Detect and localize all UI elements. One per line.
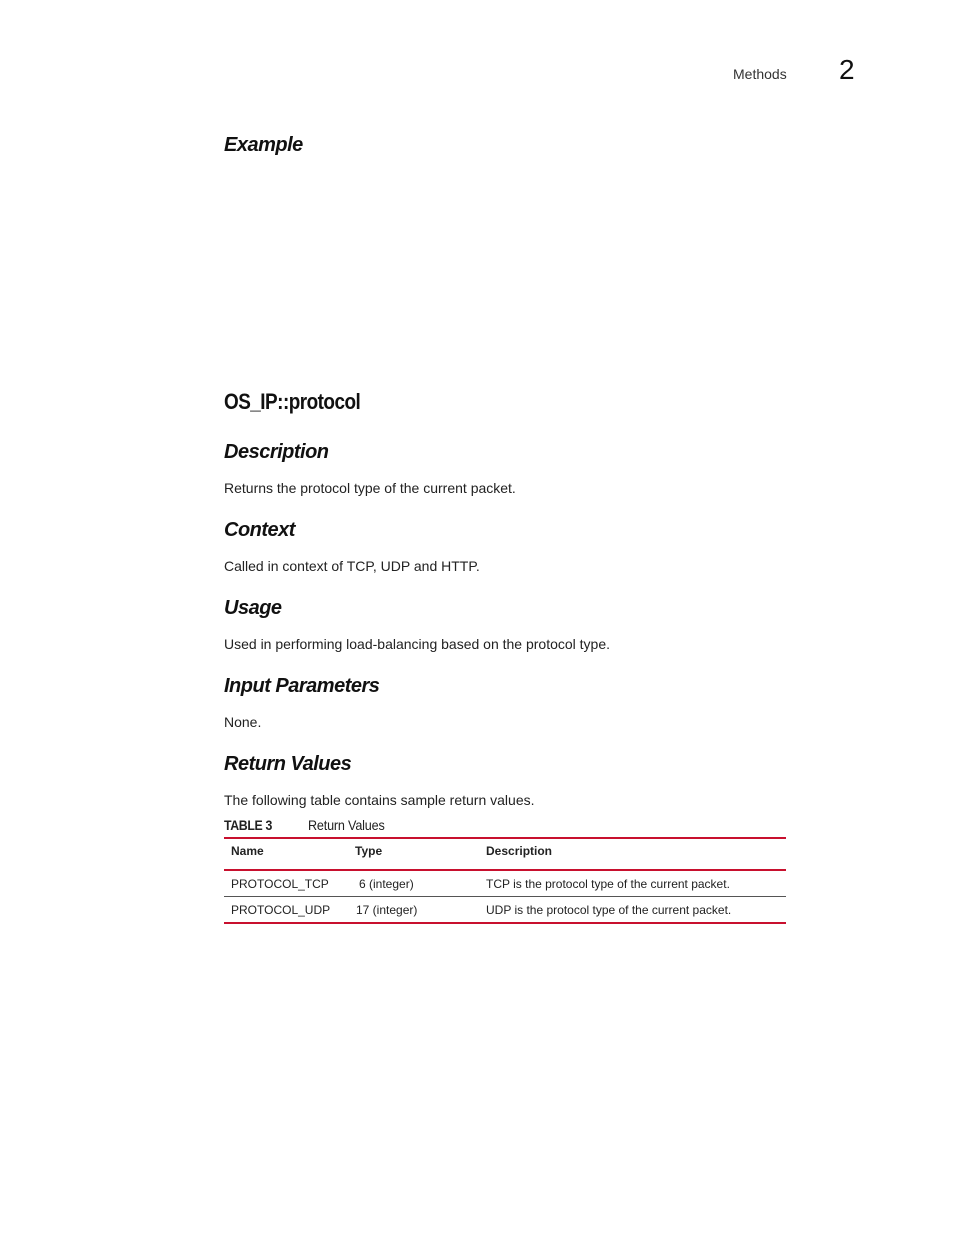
- table-header-row: [224, 837, 786, 871]
- example-heading: Example: [224, 134, 303, 156]
- table-caption-label: TABLE 3: [224, 817, 272, 833]
- input-parameters-heading: Input Parameters: [224, 675, 380, 697]
- usage-heading: Usage: [224, 597, 282, 619]
- method-title: OS_IP::protocol: [224, 389, 361, 414]
- table-row: [224, 897, 786, 924]
- table-cell-type: 6 (integer): [359, 877, 414, 891]
- table-cell-description: UDP is the protocol type of the current packet.: [486, 903, 732, 917]
- table-caption-title: Return Values: [308, 817, 385, 833]
- description-text: Returns the protocol type of the current packet.: [224, 480, 516, 496]
- table-cell-type: 17 (integer): [356, 903, 418, 917]
- input-parameters-text: None.: [224, 714, 262, 730]
- table-row: [224, 871, 786, 897]
- return-values-heading: Return Values: [224, 753, 352, 775]
- return-values-text: The following table contains sample return values.: [224, 792, 535, 808]
- column-header-type: Type: [355, 844, 383, 858]
- table-cell-description: TCP is the protocol type of the current packet.: [486, 877, 730, 891]
- header-chapter-number: 2: [839, 54, 855, 85]
- return-values-table: [224, 837, 786, 924]
- column-header-description: Description: [486, 844, 553, 858]
- table-cell-name: PROTOCOL_TCP: [231, 877, 329, 891]
- table-cell-name: PROTOCOL_UDP: [231, 903, 331, 917]
- context-text: Called in context of TCP, UDP and HTTP.: [224, 558, 480, 574]
- usage-text: Used in performing load-balancing based on the protocol type.: [224, 636, 611, 652]
- context-heading: Context: [224, 519, 295, 541]
- header-section-name: Methods: [733, 66, 787, 82]
- description-heading: Description: [224, 441, 329, 463]
- column-header-name: Name: [231, 844, 264, 858]
